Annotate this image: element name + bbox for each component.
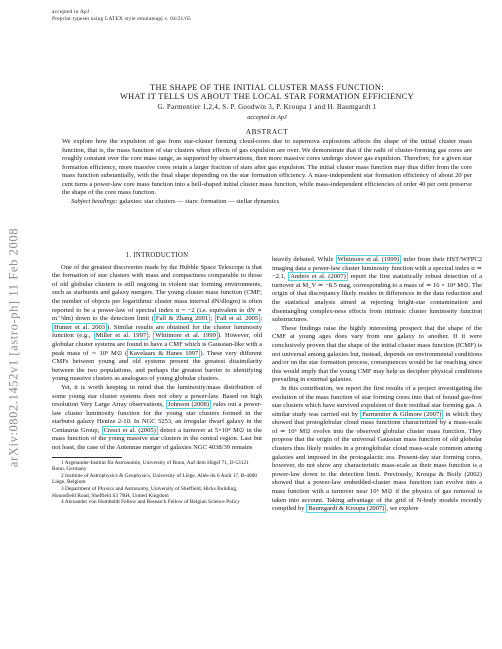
abstract-text: We explore how the expulsion of gas from star-cluster forming cloud-cores due to supernova explosions affects the shape of the initial cluster mass function, that is, the mass function of star clusters when effects of gas expulsion are over. We demonstrate that if the radii of cluster-forming gas cores are roughly constant over the core mass range, as supported by observations, then more massive cores undergo slower gas expulsion. Therefore, for a given star formation efficiency, more massive cores retain a larger fraction of stars after gas expulsion. The initial cluster mass function may thus differ from the core mass function substantially, with the final shape depending on the star formation efficiency. A mass-independent star formation efficiency of about 20 per cent turns a power-law core mass function into a bell-shaped initial cluster mass function, while mass-independent efficiencies of order 40 per cent preserve the shape of the core mass function. [62,138,472,197]
citation-link[interactable]: Fall et al. 2005 [216,315,259,323]
intro-paragraph-2: Yet, it is worth keeping in mind that the luminosity/mass distribution of some young star cluster systems does not obey a power-law. Based on high resolution Very Large Array observations, Johnson (2008) rules out a power-law cluster luminosity function for the young star clusters formed in the starburst galaxy Henize 2-10. In NGC 5253, an irregular dwarf galaxy in the Centaurus Group, Cresci et al. (2005) detect a turnover at 5×10⁴ M⊙ in the mass function of the young massive star clusters in the central region. Last but not least, the case of the Antennae merger of galaxies NGC 4038/39 remains [52,383,262,452]
subject-text: galaxies: star clusters — stars: formation — stellar dynamics [117,197,280,205]
citation-link[interactable]: Hunter et al. 2003 [54,323,106,331]
citation-link[interactable]: Parmentier & Gilmore (2007) [362,410,442,418]
arxiv-id[interactable]: arXiv:0802.1452v1 [astro-ph] 11 Feb 2008 [6,227,21,468]
left-column [52,252,262,506]
body-paragraph-2: These findings raise the highly interesting prospect that the shape of the CMF at young ages does vary from one galaxy to another. If it were conclusively proven that the shape of the initial cluster mass function (ICMF) is not universal among galaxies but, instead, depends on environmental conditions and/or on the star formation process, consequences would be far reaching since this would imply that the young CMF may help us decipher physical conditions prevailing in external galaxies. [272,324,482,384]
citation-link[interactable]: Fall & Zhang 2001 [155,315,209,323]
citation-link[interactable]: Kavelaars & Hanes 1997 [129,349,199,357]
citation-link[interactable]: Cresci et al. (2005) [103,426,156,434]
body-paragraph-3: In this contribution, we report the first results of a project investigating the evolution of the mass function of star forming cores into that of bound gas-free star clusters which have survived expulsion of their residual star forming gas. A similar study was carried out by Parmentier & Gilmore (2007) in which they showed that protoglobular cloud mass functions characterized by a mass-scale of ≃ 10⁶ M⊙ evolve into the observed globular cluster mass function. They propose that the origin of the universal Gaussian mass function of old globular clusters thus likely resides in a protoglobular cloud mass-scale common among galaxies and imposed in the protogalactic era. Present-day star forming cores, however, do not show any characteristic mass-scale as their mass function is a power-law down to the detection limit. Previously, Kroupa & Boily (2002) showed that a power-law embedded-cluster mass function can evolve into a mass function with a turnover near 10⁵ M⊙ if the physics of gas removal is taken into account. Taking advantage of the grid of N-body models recently compiled by Baumgardt & Kroupa (2007) , we explore [272,384,482,513]
citation-link[interactable]: Anders et al. (2007) [290,273,346,281]
footnote-1: 1 Argelander-Institut für Astronomie, University of Bonn, Auf dem Hügel 71, D-53121 Bonn, Germany [52,459,249,473]
abstract-heading: ABSTRACT [245,128,289,136]
intro-paragraph-1: One of the greatest discoveries made by the Hubble Space Telescope is that the formation of star clusters with mass and compactness comparable to those of old globular clusters is still ongoing in violent star forming environments, such as starbursts and galaxy mergers. The young cluster mass function (CMF; the number of objects per logarithmic cluster mass interval dN/dlogm) is often reported to be a power-law of spectral index α = −2 (i.e. equivalent to dN ∝ m⁻²dm) down to the detection limit ( Fall & Zhang 2001 ; Fall et al. 2005 ; Hunter et al. 2003 ). Similar results are obtained for the cluster luminosity function (e.g., Miller et al. 1997 ; Whitmore et al. 1999 ). However, old globular cluster systems are found to have a CMF which is Gaussian-like with a peak mass of ∼ 10⁵ M⊙ ( Kavelaars & Hanes 1997 ). These very different CMFs between young and old systems present the greatest dissimilarity between the two populations, and perhaps the greatest barrier to identifying young massive clusters as analogues of young globular clusters. [52,263,263,383]
author-list: G. Parmentier 1,2,4, S. P. Goodwin 3, P. Kroupa 1 and H. Baumgardt 1 [157,103,377,111]
subject-headings [62,198,472,207]
footnote-2: 2 Institute of Astrophysics & Geophysics, University of Liège, Allée du 6 Août 17, B-4000 Liège, Belgium [52,472,257,486]
citation-link[interactable]: Miller et al. 1997 [95,332,147,340]
citation-link[interactable]: Baumgardt & Kroupa (2007) [308,505,385,513]
paper-title-line1: THE SHAPE OF THE INITIAL CLUSTER MASS FUNCTION: [150,83,384,92]
journal-status: accepted in ApJ [52,9,90,15]
citation-link[interactable]: Johnson (2008) [167,401,209,409]
preprint-note: Preprint typeset using LATEX style emulateapj v. 04/21/05 [52,16,191,22]
right-column [272,256,482,514]
footnote-3: 3 Department of Physics and Astronomy, University of Sheffield, Hicks Building, Hounsfield Road, Sheffield S3 7RH, United Kingdom [52,486,238,499]
footnote-divider [52,457,122,458]
footnote-4: 4 Alexander von Humboldt Fellow and Research Fellow of Belgian Science Policy [61,499,240,506]
citation-link[interactable]: Whitmore et al. (1999) [337,256,400,263]
body-paragraph-1: heavily debated. While Whitmore et al. (1999) infer from their HST/WFPC2 imaging data a power-law cluster luminosity function with a spectral index α ≃ −2.1, Anders et al. (2007) report the first statistically robust detection of a turnover at M_V ≃ −8.5 mag, corresponding to a mass of ≃ 16 × 10⁴ M⊙. The origin of that discrepancy likely resides in differences in the data reduction and the statistical analysis aimed at rejecting bright-star contamination and disentangling complex-ness effects from intrinsic cluster luminosity function substructures. [272,256,483,324]
abstract [62,138,472,206]
subject-label: Subject headings: [71,197,118,205]
paper-title-line2: WHAT IT TELLS US ABOUT THE LOCAL STAR FORMATION EFFICIENCY [120,92,414,101]
section-heading: 1. INTRODUCTION [125,252,189,259]
arxiv-stamp [0,0,24,649]
citation-link[interactable]: Whitmore et al. 1999 [155,332,216,340]
acceptance-note: accepted in ApJ [247,114,287,121]
